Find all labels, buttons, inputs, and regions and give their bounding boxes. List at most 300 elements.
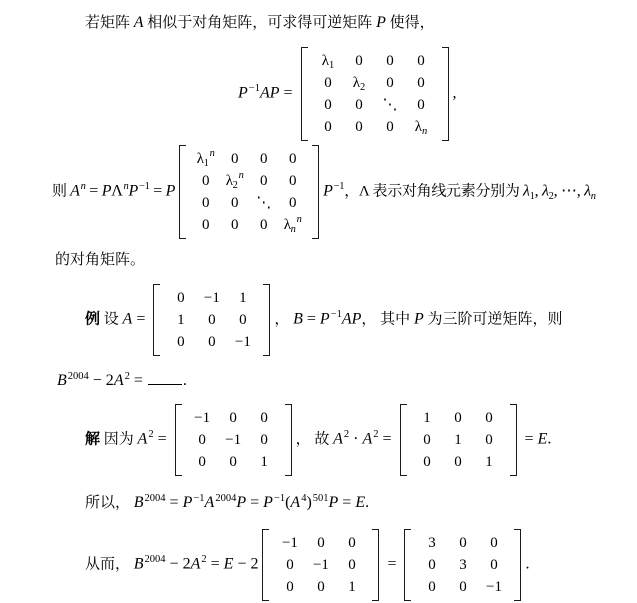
matrix-cell [278,192,307,214]
cell-text: 1 [239,290,247,306]
matrix-cell [249,407,280,429]
math-operator: − 2 [233,555,259,573]
matrix-cell [447,576,478,598]
cell-text: 1 [260,454,268,470]
cell-text: 0 [417,97,425,113]
matrix-cell [313,116,344,138]
matrix-cell [344,94,375,116]
matrix [175,404,292,476]
math-variable: AP [259,84,280,102]
matrix-cell [249,170,278,192]
cell-text: 1 [485,454,493,470]
superscript: −1 [248,83,260,95]
superscript: 4 [301,493,307,504]
matrix-cell [375,116,406,138]
matrix-grid [182,404,285,476]
cell-text: −1 [194,410,211,426]
matrix [404,529,521,601]
matrix [179,145,319,239]
math-operator: . [547,430,552,448]
matrix-row [412,407,505,429]
matrix-cell [187,407,218,429]
matrix-cell [165,287,196,309]
math-operator: − 2 [88,372,114,389]
cell-text: 0 [208,312,216,328]
cell-text: 0 [386,75,394,91]
math-variable: λ [523,182,530,200]
cell-text: 0 [231,195,239,211]
matrix-cell [313,94,344,116]
equation-power-formula [0,145,637,239]
math-variable: AP [341,310,362,328]
cell-text: 0 [260,410,268,426]
matrix-left-bracket [400,404,407,476]
text-run: 则 [52,183,71,200]
cell-text: 0 [485,410,493,426]
matrix-cell [220,170,249,192]
cell-text: λ [196,151,204,167]
matrix-cell [305,576,336,598]
matrix-cell [187,429,218,451]
matrix-cell [305,554,336,576]
text-run: 相似于对角矩阵，可求得可逆矩阵 [143,15,377,31]
matrix-cell [447,532,478,554]
cell-text: 0 [289,151,297,167]
cell-text: 0 [454,410,462,426]
matrix-cell [278,148,307,170]
matrix-right-bracket [263,284,270,356]
superscript: n [296,214,302,225]
text-run: ， [274,311,294,328]
matrix-cell [220,192,249,214]
cell-text: 0 [260,151,268,167]
matrix-cell [220,148,249,170]
cell-text: 0 [324,97,332,113]
subscript: n [422,126,428,137]
subscript: n [290,224,296,235]
matrix-cell [278,170,307,192]
math-operator: = [129,372,147,389]
cell-text: 0 [355,119,363,135]
matrix-row [274,576,367,598]
text-run: 设 [100,311,123,328]
superscript: −1 [333,181,345,193]
matrix-cell [336,576,367,598]
cell-text: 0 [317,535,325,551]
cell-text: λ [283,217,291,233]
math-variable: λ [542,182,549,200]
math-operator: = [378,430,396,448]
cell-text: 0 [286,579,294,595]
math-operator: = [165,494,183,511]
matrix-cell [227,287,258,309]
cell-text: 0 [260,217,268,233]
matrix-cell [443,451,474,473]
matrix-row [313,50,437,72]
math-variable: P [376,14,386,31]
cell-text: 0 [239,312,247,328]
cell-text: 0 [490,535,498,551]
matrix-left-bracket [262,529,269,601]
matrix-cell [196,287,227,309]
matrix-cell [274,554,305,576]
cell-text: 0 [348,557,356,573]
superscript: −1 [193,493,205,504]
solution-step-3 [0,529,637,601]
matrix-right-bracket [312,145,319,239]
math-operator: , [534,182,542,200]
matrix-cell [278,214,307,236]
superscript: n [123,181,129,193]
math-operator: = [149,182,166,200]
matrix-cell [227,309,258,331]
matrix-cell [478,532,509,554]
matrix-cell [196,309,227,331]
cell-text: 0 [229,454,237,470]
diagonal-matrix-tail-text [0,250,637,270]
cell-text: 0 [428,579,436,595]
superscript: 2 [343,429,350,441]
math-variable: E [223,555,234,573]
math-operator: = [153,430,171,448]
math-variable: P [238,84,248,102]
cell-text: 1 [177,312,185,328]
cell-text: 1 [348,579,356,595]
cell-text: −1 [486,579,502,595]
matrix-cell [336,554,367,576]
cell-text: 0 [459,579,467,595]
superscript: n [209,148,215,159]
cell-text: 0 [348,535,356,551]
subscript: 1 [329,60,335,71]
matrix-row [165,287,258,309]
matrix-cell [375,94,406,116]
matrix-right-bracket [285,404,292,476]
cell-text: 0 [355,97,363,113]
matrix-cell [165,309,196,331]
intro-paragraph [0,13,637,33]
math-variable: A [362,430,373,448]
cell-text: 0 [454,454,462,470]
emphasis-label: 例 [85,311,101,328]
cell-text: −1 [203,290,220,306]
math-variable: P [323,182,333,200]
matrix [301,47,449,141]
matrix-cell [406,116,437,138]
matrix-row [274,532,367,554]
cell-text: 0 [324,119,332,135]
matrix-row [274,554,367,576]
cell-text: 0 [260,173,268,189]
math-operator: . [525,555,530,573]
math-variable: A [122,310,133,328]
matrix-cell [416,554,447,576]
math-variable: A [204,494,215,511]
matrix-cell [412,429,443,451]
math-operator: = [206,555,224,573]
matrix-cell [478,576,509,598]
matrix [262,529,379,601]
superscript: 501 [312,493,329,504]
matrix-cell [412,407,443,429]
cell-text: λ [414,119,423,135]
example-question-blank [0,371,637,393]
matrix-row [165,331,258,353]
matrix-cell [406,50,437,72]
matrix-row [191,170,307,192]
matrix-left-bracket [175,404,182,476]
matrix-cell [474,451,505,473]
text-run: 为三阶可逆矩阵，则 [423,311,563,328]
matrix-cell [191,192,220,214]
math-variable: A [190,555,201,573]
matrix-row [416,576,509,598]
matrix-row [191,148,307,170]
matrix-left-bracket [301,47,308,141]
matrix-cell [412,451,443,473]
matrix-row [412,451,505,473]
matrix-right-bracket [372,529,379,601]
matrix-cell [447,554,478,576]
math-variable: E [355,494,366,511]
matrix-row [187,429,280,451]
math-variable: B [57,372,67,389]
cell-text: 0 [231,151,239,167]
cell-text: 1 [423,410,431,426]
cell-text: 0 [260,432,268,448]
math-operator: . [182,372,187,389]
matrix-cell [227,331,258,353]
matrix-cell [220,214,249,236]
cell-text: 0 [208,334,216,350]
math-variable: P [101,182,112,200]
cell-text: λ [321,53,330,69]
cell-text: 0 [317,579,325,595]
math-operator: Λ [111,182,123,200]
matrix-row [191,192,307,214]
answer-blank [148,371,182,385]
matrix-row [313,116,437,138]
matrix-row [191,214,307,236]
matrix-cell [218,407,249,429]
matrix-cell [474,429,505,451]
math-variable: λ [584,182,591,200]
solution-step-1 [0,404,637,476]
math-variable: B [293,310,303,328]
matrix-cell [336,532,367,554]
math-variable: A [133,14,144,31]
math-operator: = [246,494,264,511]
cell-text: 0 [177,334,185,350]
subscript: n [590,191,596,203]
cell-text: λ [352,75,361,91]
matrix-left-bracket [153,284,160,356]
matrix-cell [196,331,227,353]
cell-text: 0 [423,432,431,448]
matrix-cell [375,50,406,72]
matrix-cell [416,576,447,598]
cell-text: 0 [417,75,425,91]
math-variable: B [133,494,144,511]
math-variable: P [128,182,138,200]
text-run: 的对角矩阵。 [55,252,146,268]
solution-step-2 [0,493,637,515]
cell-text: 0 [198,432,206,448]
matrix-right-bracket [514,529,521,601]
cell-text: −1 [234,334,251,350]
math-variable: P [319,310,330,328]
cell-text: 0 [286,557,294,573]
cell-text: 0 [386,53,394,69]
math-variable: P [236,494,247,511]
superscript: 2004 [144,493,166,504]
subscript: 2 [232,180,238,191]
math-operator: , [452,84,457,102]
matrix-row [416,532,509,554]
superscript: −1 [138,181,150,193]
matrix-right-bracket [510,404,517,476]
superscript: n [80,181,86,193]
math-operator: = [520,430,538,448]
matrix-cell [443,429,474,451]
matrix-row [165,309,258,331]
display-equation-diagonalization [0,47,637,141]
text-run: 因为 [100,431,138,448]
math-operator: = [383,555,401,573]
matrix-cell [478,554,509,576]
cell-text: 3 [428,535,436,551]
subscript: 1 [203,158,209,169]
cell-text: 0 [459,535,467,551]
matrix-row [187,407,280,429]
cell-text: 0 [229,410,237,426]
superscript: 2 [124,371,130,382]
math-operator: . [365,494,370,511]
cell-text: 3 [459,557,467,573]
math-variable: P [263,494,273,511]
math-operator: · [349,430,363,448]
superscript: 2 [201,554,207,566]
cell-text: 0 [428,557,436,573]
math-operator: = [302,310,320,328]
math-variable: A [333,430,343,448]
matrix-cell [344,72,375,94]
superscript: 2004 [67,371,89,382]
matrix-cell [249,192,278,214]
cell-text: 0 [386,119,394,135]
matrix-cell [249,429,280,451]
cell-text: 0 [202,217,210,233]
cell-text: 0 [202,195,210,211]
matrix-left-bracket [179,145,186,239]
superscript: 2 [373,429,379,441]
math-variable: E [537,430,548,448]
matrix-cell [474,407,505,429]
math-variable: P [165,182,176,200]
matrix [153,284,270,356]
math-operator: = [338,494,356,511]
matrix-cell [191,214,220,236]
cell-text: 0 [177,290,185,306]
math-variable: P [328,494,339,511]
matrix-grid [186,145,312,239]
cell-text: 0 [324,75,332,91]
cell-text: −1 [281,535,298,551]
text-run: ， 其中 [361,311,414,328]
cell-text: ⋱ [256,195,271,211]
cell-text: −1 [312,557,329,573]
matrix-grid [308,47,442,141]
matrix-cell [443,407,474,429]
math-operator: = [132,310,150,328]
cell-text: 1 [454,432,462,448]
math-operator: , ⋯, [553,182,585,200]
cell-text: 0 [231,217,239,233]
matrix-grid [411,529,514,601]
math-variable: A [70,182,80,200]
matrix [400,404,517,476]
subscript: 1 [529,191,535,203]
matrix-grid [160,284,263,356]
matrix-cell [249,451,280,473]
cell-text: 0 [198,454,206,470]
matrix-cell [344,116,375,138]
cell-text: −1 [225,432,242,448]
cell-text: 0 [355,53,363,69]
text-run: 从而， [85,556,134,573]
matrix-cell [249,214,278,236]
matrix-cell [375,72,406,94]
subscript: 2 [548,191,554,203]
matrix-cell [187,451,218,473]
text-run: ， 故 [295,431,334,448]
matrix-cell [218,429,249,451]
text-run: 所以， [85,495,134,511]
matrix-row [416,554,509,576]
superscript: 2 [148,429,154,441]
superscript: 2004 [144,554,166,566]
math-operator: ) [306,494,312,511]
cell-text: 0 [289,195,297,211]
cell-text: ⋱ [382,97,398,113]
math-variable: A [290,494,301,511]
matrix-row [313,94,437,116]
math-variable: P [182,494,193,511]
cell-text: 0 [202,173,210,189]
cell-text: 0 [423,454,431,470]
matrix-cell [274,532,305,554]
matrix-grid [407,404,510,476]
math-variable: A [113,372,124,389]
matrix-cell [165,331,196,353]
matrix-row [313,72,437,94]
cell-text: 0 [289,173,297,189]
superscript: 2004 [215,493,237,504]
cell-text: 0 [417,53,425,69]
example-statement [0,284,637,356]
matrix-grid [269,529,372,601]
matrix-cell [406,72,437,94]
superscript: −1 [330,309,342,321]
matrix-cell [406,94,437,116]
matrix-cell [191,148,220,170]
superscript: n [238,170,244,181]
text-run: 使得， [385,15,435,31]
matrix-cell [191,170,220,192]
math-operator: = [85,182,102,200]
matrix-cell [249,148,278,170]
matrix-row [187,451,280,473]
